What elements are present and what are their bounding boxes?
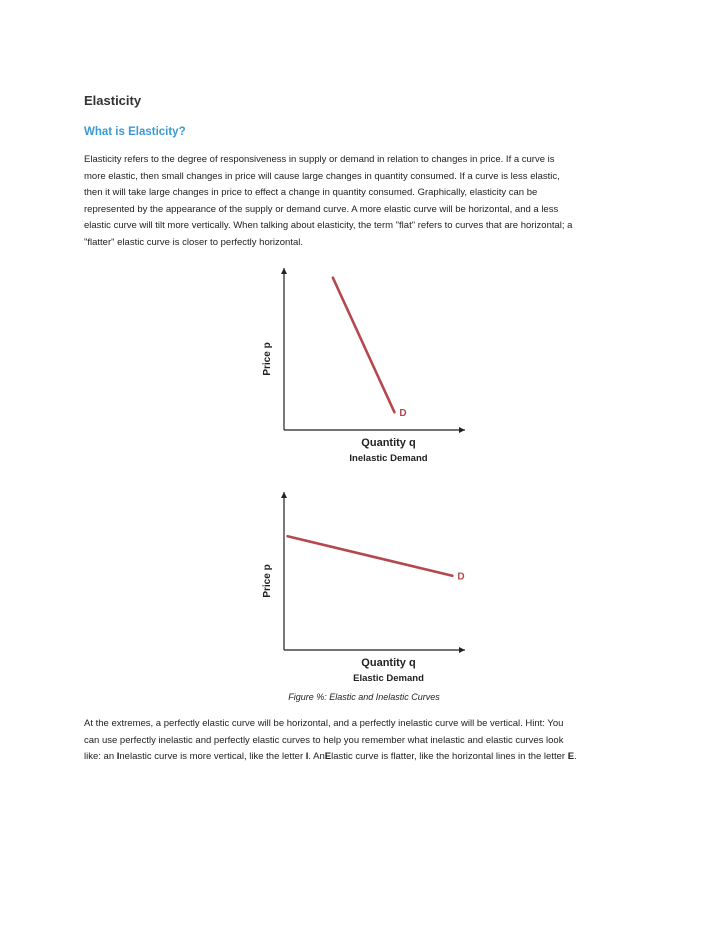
paragraph-line: more elastic, then small changes in price will cause large changes in quantity consumed. If a curve is less elastic, bbox=[84, 170, 560, 182]
paragraph-line: Elasticity refers to the degree of responsiveness in supply or demand in relation to changes in price. If a curve is bbox=[84, 154, 555, 165]
text-run: nelastic curve is more vertical, like the letter bbox=[119, 751, 306, 762]
bold-letter: I bbox=[305, 751, 309, 762]
paragraph-line: then it will take large changes in price to effect a change in quantity consumed. Graphically, elasticity can be bbox=[84, 187, 538, 198]
text-run: . bbox=[574, 751, 577, 762]
chart-title: Inelastic Demand bbox=[349, 453, 428, 464]
text-run: like: an bbox=[84, 751, 117, 762]
bold-letter: I bbox=[116, 751, 120, 762]
demand-curve bbox=[288, 536, 453, 576]
paragraph-line: represented by the appearance of the supply or demand curve. A more elastic curve will be horizontal, and a less bbox=[84, 203, 559, 215]
x-axis-label: Quantity q bbox=[361, 657, 416, 669]
elastic-demand-chart bbox=[250, 482, 480, 692]
demand-curve bbox=[333, 278, 395, 412]
curve-label: D bbox=[399, 408, 407, 420]
inelastic-demand-chart bbox=[250, 258, 480, 472]
y-axis-label: Price p bbox=[262, 564, 273, 598]
curve-label: D bbox=[457, 571, 465, 583]
y-axis-arrow bbox=[281, 492, 287, 498]
figure-caption: Figure %: Elastic and Inelastic Curves bbox=[288, 692, 440, 702]
section-heading: What is Elasticity? bbox=[84, 126, 186, 138]
x-axis-arrow bbox=[459, 427, 465, 433]
bold-letter: E bbox=[567, 751, 575, 762]
chart-title: Elastic Demand bbox=[353, 673, 424, 684]
hint-paragraph bbox=[84, 716, 654, 766]
x-axis-arrow bbox=[459, 647, 465, 653]
bold-letter: E bbox=[324, 751, 332, 762]
x-axis-label: Quantity q bbox=[361, 437, 416, 449]
y-axis-arrow bbox=[281, 268, 287, 274]
paragraph-line: "flatter" elastic curve is closer to perfectly horizontal. bbox=[84, 236, 303, 248]
paragraph-line bbox=[84, 749, 654, 766]
intro-paragraph bbox=[84, 152, 654, 251]
text-run: lastic curve is flatter, like the horizontal lines in the letter bbox=[331, 751, 568, 762]
paragraph-line: can use perfectly inelastic and perfectly elastic curves to help you remember what inelastic and elastic curves look bbox=[84, 734, 564, 746]
y-axis-label: Price p bbox=[262, 342, 273, 376]
text-run: . An bbox=[308, 751, 325, 762]
paragraph-line: elastic curve will tilt more vertically. When talking about elasticity, the term "flat" refers to curves that are horizontal; a bbox=[84, 220, 573, 231]
page-title: Elasticity bbox=[84, 93, 142, 108]
paragraph-line: At the extremes, a perfectly elastic curve will be horizontal, and a perfectly inelastic curve will be vertical. Hint: You bbox=[84, 718, 564, 729]
